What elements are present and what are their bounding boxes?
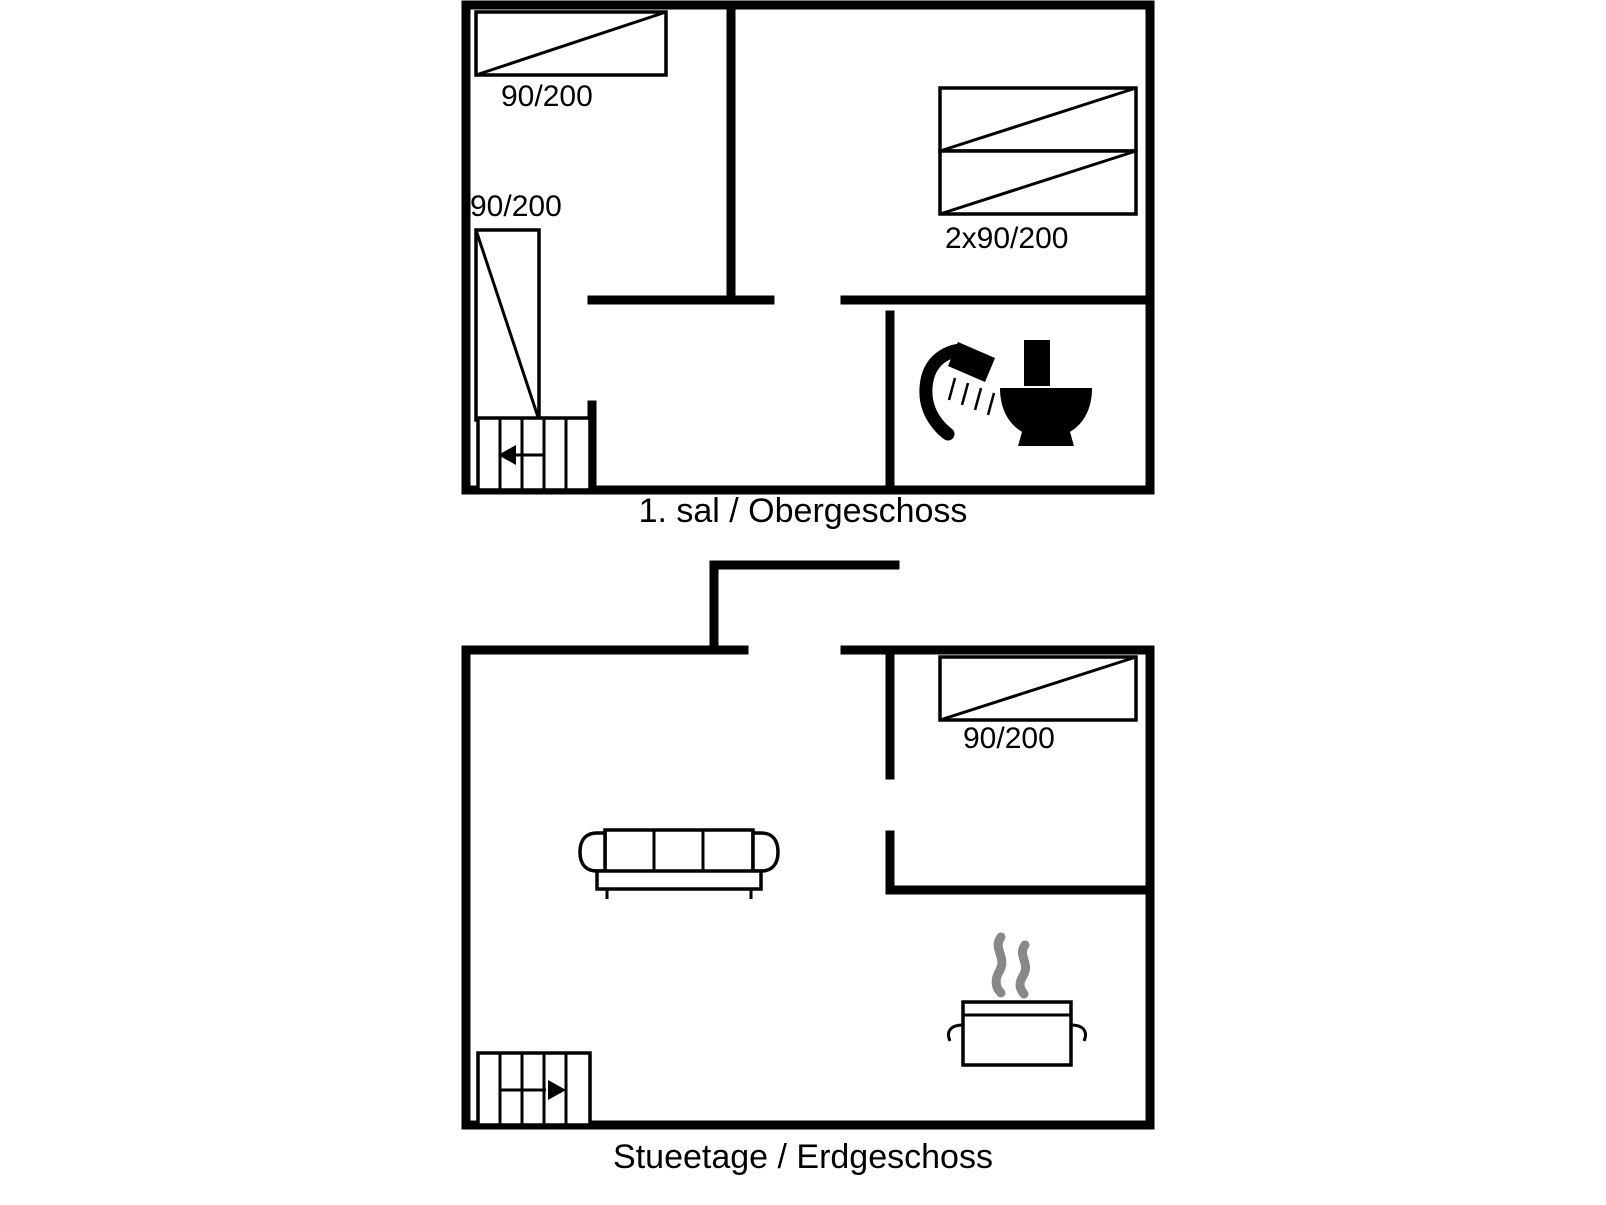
upper-floor-plan bbox=[0, 0, 1606, 500]
bed-right bbox=[940, 657, 1136, 720]
bed-left bbox=[476, 230, 539, 420]
label-bed-dim-left: 90/200 bbox=[470, 190, 562, 223]
bed-top-left bbox=[476, 12, 666, 75]
stairs-icon-upper bbox=[478, 418, 590, 490]
label-bed-dim-top-right: 2x90/200 bbox=[945, 222, 1069, 255]
stairs-icon-ground bbox=[478, 1053, 590, 1125]
cooking-pot-icon bbox=[949, 937, 1086, 1065]
label-bed-dim-right: 90/200 bbox=[963, 722, 1055, 755]
upper-floor-caption: 1. sal / Obergeschoss bbox=[638, 492, 968, 530]
ground-floor-caption: Stueetage / Erdgeschoss bbox=[613, 1138, 993, 1176]
ground-floor-plan bbox=[0, 545, 1606, 1145]
bed-top-right-pair bbox=[940, 88, 1136, 214]
label-bed-dim-top-left: 90/200 bbox=[501, 80, 593, 113]
shower-icon bbox=[926, 342, 995, 434]
toilet-icon bbox=[1000, 340, 1092, 446]
sofa-icon bbox=[580, 830, 778, 899]
